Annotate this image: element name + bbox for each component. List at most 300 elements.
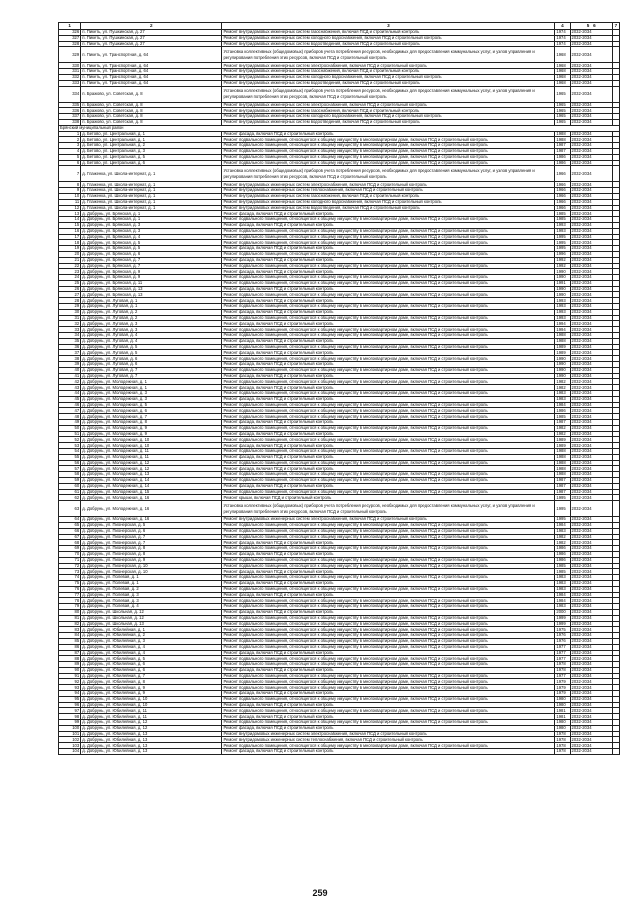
year-cell: 1990 bbox=[555, 356, 570, 362]
period-cell: 2032-2034 bbox=[570, 199, 612, 205]
address-cell: д. Добрунь, ул. Пионерская, д. 6 bbox=[81, 528, 222, 534]
period-cell: 2032-2034 bbox=[570, 414, 612, 420]
address-cell: д. Добрунь, ул. Пионерская, д. 9 bbox=[81, 557, 222, 563]
year-cell: 1980 bbox=[555, 702, 570, 708]
period-cell: 2032-2034 bbox=[570, 679, 612, 685]
year-cell: 1965 bbox=[555, 108, 570, 114]
address-cell: д. Добрунь, ул. Молодежная, д. 10 bbox=[81, 437, 222, 443]
period-cell: 2032-2034 bbox=[570, 222, 612, 228]
address-cell: д. Добрунь, ул. Полевая, д. 1 bbox=[81, 575, 222, 581]
year-cell: 1986 bbox=[555, 160, 570, 166]
work-type-cell: Ремонт внутридомовых инженерных систем электроснабжения, включая ПСД и строительный контроль bbox=[222, 182, 555, 188]
note-cell bbox=[612, 47, 619, 63]
address-cell: д. Добрунь, ул. Молодежная, д. 8 bbox=[81, 420, 222, 426]
work-type-cell: Установка коллективных (общедомовых) приборов учета потребления ресурсов, необходимых для предоставления коммунальных услуг, и узлов управления и регулирования потребления этих ресурсов, включая ПСД и строительный контроль bbox=[222, 166, 555, 182]
row-number: 88 bbox=[59, 656, 81, 662]
work-type-cell: Ремонт фасада, включая ПСД и строительный контроль bbox=[222, 309, 555, 315]
year-cell: 1966 bbox=[555, 199, 570, 205]
year-cell: 1989 bbox=[555, 350, 570, 356]
address-cell: д. Глаженка, ул. Школа-интернат, д. 1 bbox=[81, 193, 222, 199]
table-row bbox=[59, 166, 620, 182]
table-row bbox=[59, 501, 620, 517]
work-type-cell: Ремонт фасада, включая ПСД и строительный контроль bbox=[222, 246, 555, 252]
work-type-cell: Ремонт подвального помещения, относящегося к общему имуществу в многоквартирном доме, включая ПСД и строительный контроль bbox=[222, 563, 555, 569]
work-type-cell: Ремонт подвального помещения, относящегося к общему имуществу в многоквартирном доме, включая ПСД и строительный контроль bbox=[222, 280, 555, 286]
address-cell: д. Бетово, ул. Центральная, д. 5 bbox=[81, 154, 222, 160]
work-type-cell: Ремонт подвального помещения, относящегося к общему имуществу в многоквартирном доме, включая ПСД и строительный контроль bbox=[222, 263, 555, 269]
work-type-cell: Ремонт фасада, включая ПСД и строительный контроль bbox=[222, 454, 555, 460]
year-cell: 1981 bbox=[555, 708, 570, 714]
address-cell: д. Добрунь, ул. Брянская, д. 9 bbox=[81, 269, 222, 275]
work-type-cell: Ремонт подвального помещения, относящегося к общему имуществу в многоквартирном доме, включая ПСД и строительный контроль bbox=[222, 472, 555, 478]
address-cell: д. Добрунь, ул. Юбилейная, д. 4 bbox=[81, 650, 222, 656]
row-number: 17 bbox=[59, 234, 81, 240]
address-cell: д. Добрунь, ул. Полевая, д. 4 bbox=[81, 604, 222, 610]
address-cell: д. Добрунь, ул. Молодежная, д. 9 bbox=[81, 425, 222, 431]
address-cell: д. Добрунь, ул. Юбилейная, д. 5 bbox=[81, 656, 222, 662]
col-header: 7 bbox=[612, 23, 619, 30]
work-type-cell: Ремонт подвального помещения, относящегося к общему имуществу в многоквартирном доме, включая ПСД и строительный контроль bbox=[222, 604, 555, 610]
row-number: 82 bbox=[59, 621, 81, 627]
work-type-cell: Ремонт фасада, включая ПСД и строительный контроль bbox=[222, 691, 555, 697]
period-cell: 2032-2034 bbox=[570, 327, 612, 333]
row-number: 80 bbox=[59, 609, 81, 615]
work-type-cell: Ремонт подвального помещения, относящегося к общему имуществу в многоквартирном доме, включая ПСД и строительный контроль bbox=[222, 621, 555, 627]
address-cell: д. Добрунь, ул. Луговая, д. 1 bbox=[81, 304, 222, 310]
row-number: 96 bbox=[59, 702, 81, 708]
year-cell: 1989 bbox=[555, 344, 570, 350]
table-row bbox=[59, 86, 620, 102]
row-number: 89 bbox=[59, 662, 81, 668]
address-cell: д. Добрунь, ул. Пионерская, д. 7 bbox=[81, 534, 222, 540]
work-type-cell: Ремонт внутридомовых инженерных систем электроснабжения, включая ПСД и строительный контроль bbox=[222, 517, 555, 523]
row-number: 25 bbox=[59, 280, 81, 286]
period-cell: 2032-2034 bbox=[570, 379, 612, 385]
year-cell: 1965 bbox=[555, 114, 570, 120]
work-type-cell: Ремонт подвального помещения, относящегося к общему имуществу в многоквартирном доме, включая ПСД и строительный контроль bbox=[222, 743, 555, 749]
address-cell: д. Добрунь, ул. Пионерская, д. 8 bbox=[81, 546, 222, 552]
work-type-cell: Ремонт фасада, включая ПСД и строительный контроль bbox=[222, 580, 555, 586]
period-cell: 2032-2034 bbox=[570, 193, 612, 199]
period-cell: 2032-2034 bbox=[570, 725, 612, 731]
work-type-cell: Ремонт фасада, включая ПСД и строительный контроль bbox=[222, 420, 555, 426]
address-cell: д. Бетово, ул. Центральная, д. 2 bbox=[81, 143, 222, 149]
row-number: 61 bbox=[59, 489, 81, 495]
row-number: 76 bbox=[59, 586, 81, 592]
year-cell: 1987 bbox=[555, 477, 570, 483]
year-cell: 1990 bbox=[555, 292, 570, 298]
period-cell: 2032-2034 bbox=[570, 662, 612, 668]
address-cell: д. Добрунь, ул. Молодежная, д. 13 bbox=[81, 472, 222, 478]
row-number: 12 bbox=[59, 205, 81, 211]
address-cell: п. Пикеть, ул. Пушкинская, д. 27 bbox=[81, 30, 222, 36]
year-cell: 1979 bbox=[555, 679, 570, 685]
work-type-cell: Ремонт подвального помещения, относящегося к общему имуществу в многоквартирном доме, включая ПСД и строительный контроль bbox=[222, 615, 555, 621]
row-number: 15 bbox=[59, 222, 81, 228]
period-cell: 2032-2034 bbox=[570, 30, 612, 36]
work-type-cell: Ремонт подвального помещения, относящегося к общему имуществу в многоквартирном доме, включая ПСД и строительный контроль bbox=[222, 534, 555, 540]
year-cell: 1985 bbox=[555, 569, 570, 575]
row-number: 28 bbox=[59, 298, 81, 304]
period-cell: 2032-2034 bbox=[570, 546, 612, 552]
period-cell: 2032-2034 bbox=[570, 228, 612, 234]
row-number: 5 bbox=[59, 154, 81, 160]
col-header-5: 5 bbox=[586, 22, 590, 28]
period-cell: 2032-2034 bbox=[570, 298, 612, 304]
year-cell: 1982 bbox=[555, 385, 570, 391]
year-cell: 1966 bbox=[555, 188, 570, 194]
period-cell: 2032-2034 bbox=[570, 615, 612, 621]
address-cell: д. Добрунь, ул. Молодежная, д. 11 bbox=[81, 449, 222, 455]
address-cell: д. Добрунь, ул. Полевая, д. 2 bbox=[81, 586, 222, 592]
row-number: 29 bbox=[59, 304, 81, 310]
work-type-cell: Ремонт подвального помещения, относящегося к общему имуществу в многоквартирном доме, включая ПСД и строительный контроль bbox=[222, 251, 555, 257]
row-number: 87 bbox=[59, 650, 81, 656]
address-cell: д. Добрунь, ул. Молодежная, д. 15 bbox=[81, 489, 222, 495]
address-cell: д. Добрунь, ул. Луговая, д. 4 bbox=[81, 338, 222, 344]
address-cell: д. Добрунь, ул. Молодежная, д. 14 bbox=[81, 477, 222, 483]
period-cell: 2032-2034 bbox=[570, 575, 612, 581]
work-type-cell: Ремонт подвального помещения, относящегося к общему имуществу в многоквартирном доме, включая ПСД и строительный контроль bbox=[222, 154, 555, 160]
work-type-cell: Ремонт фасада, включая ПСД и строительный контроль bbox=[222, 373, 555, 379]
row-number: 45 bbox=[59, 396, 81, 402]
address-cell: д. Добрунь, ул. Юбилейная, д. 10 bbox=[81, 696, 222, 702]
year-cell: 1966 bbox=[555, 166, 570, 182]
row-number: 69 bbox=[59, 546, 81, 552]
row-number: 9 bbox=[59, 188, 81, 194]
row-number: 79 bbox=[59, 604, 81, 610]
year-cell: 1988 bbox=[555, 454, 570, 460]
period-cell: 2032-2034 bbox=[570, 131, 612, 137]
row-number: 39 bbox=[59, 362, 81, 368]
address-cell: д. Добрунь, ул. Юбилейная, д. 13 bbox=[81, 749, 222, 755]
address-cell: п. Бражово, ул. Советская, д. 8 bbox=[81, 102, 222, 108]
address-cell: д. Бетово, ул. Центральная, д. 1 bbox=[81, 131, 222, 137]
work-type-cell: Ремонт подвального помещения, относящегося к общему имуществу в многоквартирном доме, включая ПСД и строительный контроль bbox=[222, 546, 555, 552]
year-cell: 1985 bbox=[555, 563, 570, 569]
period-cell: 2032-2034 bbox=[570, 627, 612, 633]
row-number: 62 bbox=[59, 495, 81, 501]
period-cell: 2032-2034 bbox=[570, 522, 612, 528]
period-cell: 2032-2034 bbox=[570, 160, 612, 166]
row-number: 2 bbox=[59, 137, 81, 143]
work-type-cell: Установка коллективных (общедомовых) приборов учета потребления ресурсов, необходимых для предоставления коммунальных услуг, и узлов управления и регулирования потребления этих ресурсов, включая ПСД и строительный контроль bbox=[222, 86, 555, 102]
year-cell: 1993 bbox=[555, 298, 570, 304]
work-type-cell: Ремонт фасада, включая ПСД и строительный контроль bbox=[222, 714, 555, 720]
work-type-cell: Ремонт внутридомовых инженерных систем водоотведения, включая ПСД и строительный контроль bbox=[222, 41, 555, 47]
period-cell: 2032-2034 bbox=[570, 69, 612, 75]
period-cell: 2032-2034 bbox=[570, 102, 612, 108]
row-number: 94 bbox=[59, 691, 81, 697]
period-cell: 2032-2034 bbox=[570, 743, 612, 749]
address-cell: д. Глаженка, ул. Школа-интернат, д. 1 bbox=[81, 188, 222, 194]
year-cell: 1986 bbox=[555, 408, 570, 414]
work-type-cell: Ремонт подвального помещения, относящегося к общему имуществу в многоквартирном доме, включая ПСД и строительный контроль bbox=[222, 367, 555, 373]
row-number: 68 bbox=[59, 540, 81, 546]
work-type-cell: Ремонт внутридомовых инженерных систем водоотведения, включая ПСД и строительный контроль bbox=[222, 205, 555, 211]
period-cell: 2032-2034 bbox=[570, 685, 612, 691]
period-cell: 2032-2034 bbox=[570, 517, 612, 523]
address-cell: д. Добрунь, ул. Молодежная, д. 16 bbox=[81, 517, 222, 523]
year-cell: 1982 bbox=[555, 534, 570, 540]
work-type-cell: Ремонт внутридомовых инженерных систем электроснабжения, включая ПСД и строительный контроль bbox=[222, 63, 555, 69]
work-type-cell: Ремонт фасада, включая ПСД и строительный контроль bbox=[222, 609, 555, 615]
address-cell: д. Добрунь, ул. Брянская, д. 13 bbox=[81, 286, 222, 292]
work-type-cell: Ремонт подвального помещения, относящегося к общему имуществу в многоквартирном доме, включая ПСД и строительный контроль bbox=[222, 425, 555, 431]
address-cell: д. Добрунь, ул. Юбилейная, д. 12 bbox=[81, 720, 222, 726]
work-type-cell: Ремонт подвального помещения, относящегося к общему имуществу в многоквартирном доме, включая ПСД и строительный контроль bbox=[222, 275, 555, 281]
period-cell: 2032-2034 bbox=[570, 338, 612, 344]
address-cell: п. Пикеть, ул. Пушкинская, д. 27 bbox=[81, 35, 222, 41]
address-cell: д. Добрунь, ул. Полевая, д. 3 bbox=[81, 592, 222, 598]
period-cell: 2032-2034 bbox=[570, 749, 612, 755]
period-cell: 2032-2034 bbox=[570, 408, 612, 414]
address-cell: д. Добрунь, ул. Пионерская, д. 10 bbox=[81, 569, 222, 575]
address-cell: д. Добрунь, ул. Брянская, д. 9 bbox=[81, 275, 222, 281]
work-type-cell: Ремонт подвального помещения, относящегося к общему имуществу в многоквартирном доме, включая ПСД и строительный контроль bbox=[222, 708, 555, 714]
period-cell: 2032-2034 bbox=[570, 528, 612, 534]
year-cell: 1988 bbox=[555, 472, 570, 478]
address-cell: д. Добрунь, ул. Брянская, д. 5 bbox=[81, 246, 222, 252]
address-cell: д. Добрунь, ул. Юбилейная, д. 1 bbox=[81, 627, 222, 633]
year-cell: 1993 bbox=[555, 315, 570, 321]
period-cell: 2032-2034 bbox=[570, 489, 612, 495]
address-cell: д. Добрунь, ул. Молодежная, д. 12 bbox=[81, 466, 222, 472]
work-type-cell: Ремонт подвального помещения, относящегося к общему имуществу в многоквартирном доме, включая ПСД и строительный контроль bbox=[222, 234, 555, 240]
address-cell: д. Добрунь, ул. Брянская, д. 7 bbox=[81, 257, 222, 263]
work-type-cell: Ремонт подвального помещения, относящегося к общему имуществу в многоквартирном доме, включая ПСД и строительный контроль bbox=[222, 720, 555, 726]
year-cell: 1993 bbox=[555, 222, 570, 228]
period-cell: 2032-2034 bbox=[570, 148, 612, 154]
period-cell: 2032-2034 bbox=[570, 454, 612, 460]
work-type-cell: Ремонт фасада, включая ПСД и строительный контроль bbox=[222, 702, 555, 708]
year-cell: 1965 bbox=[555, 119, 570, 125]
row-number: 101 bbox=[59, 731, 81, 737]
year-cell: 2000 bbox=[555, 609, 570, 615]
year-cell: 1977 bbox=[555, 656, 570, 662]
period-cell: 2032-2034 bbox=[570, 74, 612, 80]
period-cell: 2032-2034 bbox=[570, 731, 612, 737]
work-type-cell: Ремонт подвального помещения, относящегося к общему имуществу в многоквартирном доме, включая ПСД и строительный контроль bbox=[222, 137, 555, 143]
page-number: 259 bbox=[312, 888, 328, 898]
row-number: 63 bbox=[59, 501, 81, 517]
year-cell: 1995 bbox=[555, 495, 570, 501]
year-cell: 1994 bbox=[555, 327, 570, 333]
period-cell: 2032-2034 bbox=[570, 391, 612, 397]
year-cell: 1999 bbox=[555, 615, 570, 621]
row-number: 55 bbox=[59, 454, 81, 460]
year-cell: 1981 bbox=[555, 714, 570, 720]
row-number: 58 bbox=[59, 472, 81, 478]
address-cell: д. Глаженка, ул. Школа-интернат, д. 1 bbox=[81, 166, 222, 182]
work-type-cell: Ремонт подвального помещения, относящегося к общему имуществу в многоквартирном доме, включая ПСД и строительный контроль bbox=[222, 696, 555, 702]
work-type-cell: Установка коллективных (общедомовых) приборов учета потребления ресурсов, необходимых для предоставления коммунальных услуг, и узлов управления и регулирования потребления этих ресурсов, включая ПСД и строительный контроль bbox=[222, 501, 555, 517]
work-type-cell: Ремонт подвального помещения, относящегося к общему имуществу в многоквартирном доме, включая ПСД и строительный контроль bbox=[222, 685, 555, 691]
work-type-cell: Ремонт фасада, включая ПСД и строительный контроль bbox=[222, 592, 555, 598]
year-cell: 1995 bbox=[555, 246, 570, 252]
period-cell: 2032-2034 bbox=[570, 609, 612, 615]
row-number: 332 bbox=[59, 74, 81, 80]
address-cell: д. Добрунь, ул. Юбилейная, д. 3 bbox=[81, 638, 222, 644]
period-cell: 2032-2034 bbox=[570, 431, 612, 437]
period-cell: 2032-2034 bbox=[570, 373, 612, 379]
row-number: 19 bbox=[59, 246, 81, 252]
address-cell: д. Добрунь, ул. Луговая, д. 7 bbox=[81, 373, 222, 379]
period-cell: 2032-2034 bbox=[570, 586, 612, 592]
work-type-cell: Ремонт внутридомовых инженерных систем электроснабжения, включая ПСД и строительный контроль bbox=[222, 731, 555, 737]
year-cell: 1990 bbox=[555, 275, 570, 281]
address-cell: д. Добрунь, ул. Юбилейная, д. 7 bbox=[81, 673, 222, 679]
row-number: 60 bbox=[59, 483, 81, 489]
address-cell: д. Добрунь, ул. Брянская, д. 1 bbox=[81, 217, 222, 223]
work-type-cell: Ремонт подвального помещения, относящегося к общему имуществу в многоквартирном доме, включая ПСД и строительный контроль bbox=[222, 662, 555, 668]
work-type-cell: Ремонт фасада, включая ПСД и строительный контроль bbox=[222, 725, 555, 731]
year-cell: 1982 bbox=[555, 379, 570, 385]
period-cell: 2032-2034 bbox=[570, 333, 612, 339]
row-number: 92 bbox=[59, 679, 81, 685]
period-cell: 2032-2034 bbox=[570, 188, 612, 194]
year-cell: 1992 bbox=[555, 263, 570, 269]
year-cell: 1985 bbox=[555, 217, 570, 223]
col-header-6: 6 bbox=[593, 22, 596, 28]
row-number: 31 bbox=[59, 315, 81, 321]
address-cell: д. Добрунь, ул. Полевая, д. 3 bbox=[81, 598, 222, 604]
work-type-cell: Ремонт подвального помещения, относящегося к общему имуществу в многоквартирном доме, включая ПСД и строительный контроль bbox=[222, 477, 555, 483]
year-cell: 1987 bbox=[555, 483, 570, 489]
work-type-cell: Ремонт подвального помещения, относящегося к общему имуществу в многоквартирном доме, включая ПСД и строительный контроль bbox=[222, 586, 555, 592]
year-cell: 1977 bbox=[555, 673, 570, 679]
row-number: 77 bbox=[59, 592, 81, 598]
work-type-cell: Ремонт фасада, включая ПСД и строительный контроль bbox=[222, 131, 555, 137]
period-cell: 2032-2034 bbox=[570, 309, 612, 315]
period-cell: 2032-2034 bbox=[570, 86, 612, 102]
work-type-cell: Ремонт фасада, включая ПСД и строительный контроль bbox=[222, 385, 555, 391]
row-number: 6 bbox=[59, 160, 81, 166]
period-cell: 2032-2034 bbox=[570, 234, 612, 240]
year-cell: 1983 bbox=[555, 528, 570, 534]
period-cell: 2032-2034 bbox=[570, 551, 612, 557]
row-number: 34 bbox=[59, 333, 81, 339]
note-cell bbox=[612, 86, 619, 102]
work-type-cell: Ремонт подвального помещения, относящегося к общему имуществу в многоквартирном доме, включая ПСД и строительный контроль bbox=[222, 333, 555, 339]
address-cell: д. Добрунь, ул. Школьная, д. 12 bbox=[81, 609, 222, 615]
period-cell: 2032-2034 bbox=[570, 211, 612, 217]
work-type-cell: Ремонт подвального помещения, относящегося к общему имуществу в многоквартирном доме, включая ПСД и строительный контроль bbox=[222, 148, 555, 154]
year-cell: 1982 bbox=[555, 425, 570, 431]
address-cell: д. Добрунь, ул. Полевая, д. 1 bbox=[81, 580, 222, 586]
period-cell: 2032-2034 bbox=[570, 35, 612, 41]
year-cell: 1974 bbox=[555, 35, 570, 41]
address-cell: д. Бетово, ул. Центральная, д. 1 bbox=[81, 137, 222, 143]
period-cell: 2032-2034 bbox=[570, 534, 612, 540]
year-cell: 1990 bbox=[555, 269, 570, 275]
period-cell: 2032-2034 bbox=[570, 466, 612, 472]
address-cell: д. Добрунь, ул. Юбилейная, д. 13 bbox=[81, 743, 222, 749]
period-cell: 2032-2034 bbox=[570, 569, 612, 575]
row-number: 329 bbox=[59, 47, 81, 63]
period-cell: 2032-2034 bbox=[570, 737, 612, 743]
address-cell: д. Добрунь, ул. Молодежная, д. 16 bbox=[81, 501, 222, 517]
period-cell: 2032-2034 bbox=[570, 367, 612, 373]
address-cell: д. Добрунь, ул. Луговая, д. 6 bbox=[81, 362, 222, 368]
address-cell: д. Добрунь, ул. Юбилейная, д. 6 bbox=[81, 662, 222, 668]
period-cell: 2032-2034 bbox=[570, 402, 612, 408]
year-cell: 1966 bbox=[555, 205, 570, 211]
year-cell: 1988 bbox=[555, 338, 570, 344]
period-cell: 2032-2034 bbox=[570, 633, 612, 639]
row-number: 48 bbox=[59, 414, 81, 420]
period-cell: 2032-2034 bbox=[570, 315, 612, 321]
note-cell bbox=[612, 166, 619, 182]
address-cell: д. Добрунь, ул. Брянская, д. 7 bbox=[81, 263, 222, 269]
row-number: 16 bbox=[59, 228, 81, 234]
row-number: 95 bbox=[59, 696, 81, 702]
period-cell: 2032-2034 bbox=[570, 592, 612, 598]
work-type-cell: Ремонт внутридомовых инженерных систем холодного водоснабжения, включая ПСД и строительный контроль bbox=[222, 74, 555, 80]
row-number: 331 bbox=[59, 69, 81, 75]
table-row bbox=[59, 47, 620, 63]
year-cell: 1996 bbox=[555, 251, 570, 257]
year-cell: 1984 bbox=[555, 598, 570, 604]
year-cell: 1975 bbox=[555, 627, 570, 633]
period-cell: 2032-2034 bbox=[570, 483, 612, 489]
period-cell: 2032-2034 bbox=[570, 257, 612, 263]
row-number: 7 bbox=[59, 166, 81, 182]
year-cell: 1978 bbox=[555, 743, 570, 749]
row-number: 85 bbox=[59, 638, 81, 644]
period-cell: 2032-2034 bbox=[570, 708, 612, 714]
period-cell: 2032-2034 bbox=[570, 598, 612, 604]
address-cell: д. Добрунь, ул. Юбилейная, д. 10 bbox=[81, 702, 222, 708]
work-type-cell: Ремонт внутридомовых инженерных систем холодного водоснабжения, включая ПСД и строительный контроль bbox=[222, 114, 555, 120]
address-cell: п. Пикеть, ул. Транспортная, д. 64 bbox=[81, 47, 222, 63]
row-number: 75 bbox=[59, 580, 81, 586]
year-cell: 1988 bbox=[555, 460, 570, 466]
row-number: 74 bbox=[59, 575, 81, 581]
year-cell: 1978 bbox=[555, 667, 570, 673]
period-cell: 2032-2034 bbox=[570, 714, 612, 720]
period-cell: 2032-2034 bbox=[570, 304, 612, 310]
work-type-cell: Ремонт фасада, включая ПСД и строительный контроль bbox=[222, 222, 555, 228]
col-header: 3 bbox=[222, 23, 555, 30]
work-type-cell: Ремонт подвального помещения, относящегося к общему имуществу в многоквартирном доме, включая ПСД и строительный контроль bbox=[222, 449, 555, 455]
year-cell: 1995 bbox=[555, 234, 570, 240]
year-cell: 1988 bbox=[555, 131, 570, 137]
period-cell: 2032-2034 bbox=[570, 166, 612, 182]
period-cell: 2032-2034 bbox=[570, 667, 612, 673]
year-cell: 1987 bbox=[555, 420, 570, 426]
year-cell: 1974 bbox=[555, 41, 570, 47]
row-number: 37 bbox=[59, 350, 81, 356]
year-cell: 1984 bbox=[555, 402, 570, 408]
address-cell: д. Добрунь, ул. Юбилейная, д. 9 bbox=[81, 685, 222, 691]
year-cell: 1978 bbox=[555, 662, 570, 668]
year-cell: 1983 bbox=[555, 580, 570, 586]
period-cell: 2032-2034 bbox=[570, 420, 612, 426]
year-cell: 1979 bbox=[555, 691, 570, 697]
address-cell: д. Добрунь, ул. Молодежная, д. 16 bbox=[81, 495, 222, 501]
address-cell: д. Добрунь, ул. Луговая, д. 2 bbox=[81, 315, 222, 321]
period-cell: 2032-2034 bbox=[570, 540, 612, 546]
work-type-cell: Ремонт подвального помещения, относящегося к общему имуществу в многоквартирном доме, включая ПСД и строительный контроль bbox=[222, 356, 555, 362]
work-type-cell: Ремонт фасада, включая ПСД и строительный контроль bbox=[222, 338, 555, 344]
row-number: 334 bbox=[59, 86, 81, 102]
address-cell: д. Добрунь, ул. Брянская, д. 1 bbox=[81, 211, 222, 217]
period-cell: 2032-2034 bbox=[570, 47, 612, 63]
work-type-cell: Ремонт фасада, включая ПСД и строительный контроль bbox=[222, 431, 555, 437]
work-type-cell: Ремонт подвального помещения, относящегося к общему имуществу в многоквартирном доме, включая ПСД и строительный контроль bbox=[222, 217, 555, 223]
work-type-cell: Ремонт внутридомовых инженерных систем водоотведения, включая ПСД и строительный контроль bbox=[222, 119, 555, 125]
